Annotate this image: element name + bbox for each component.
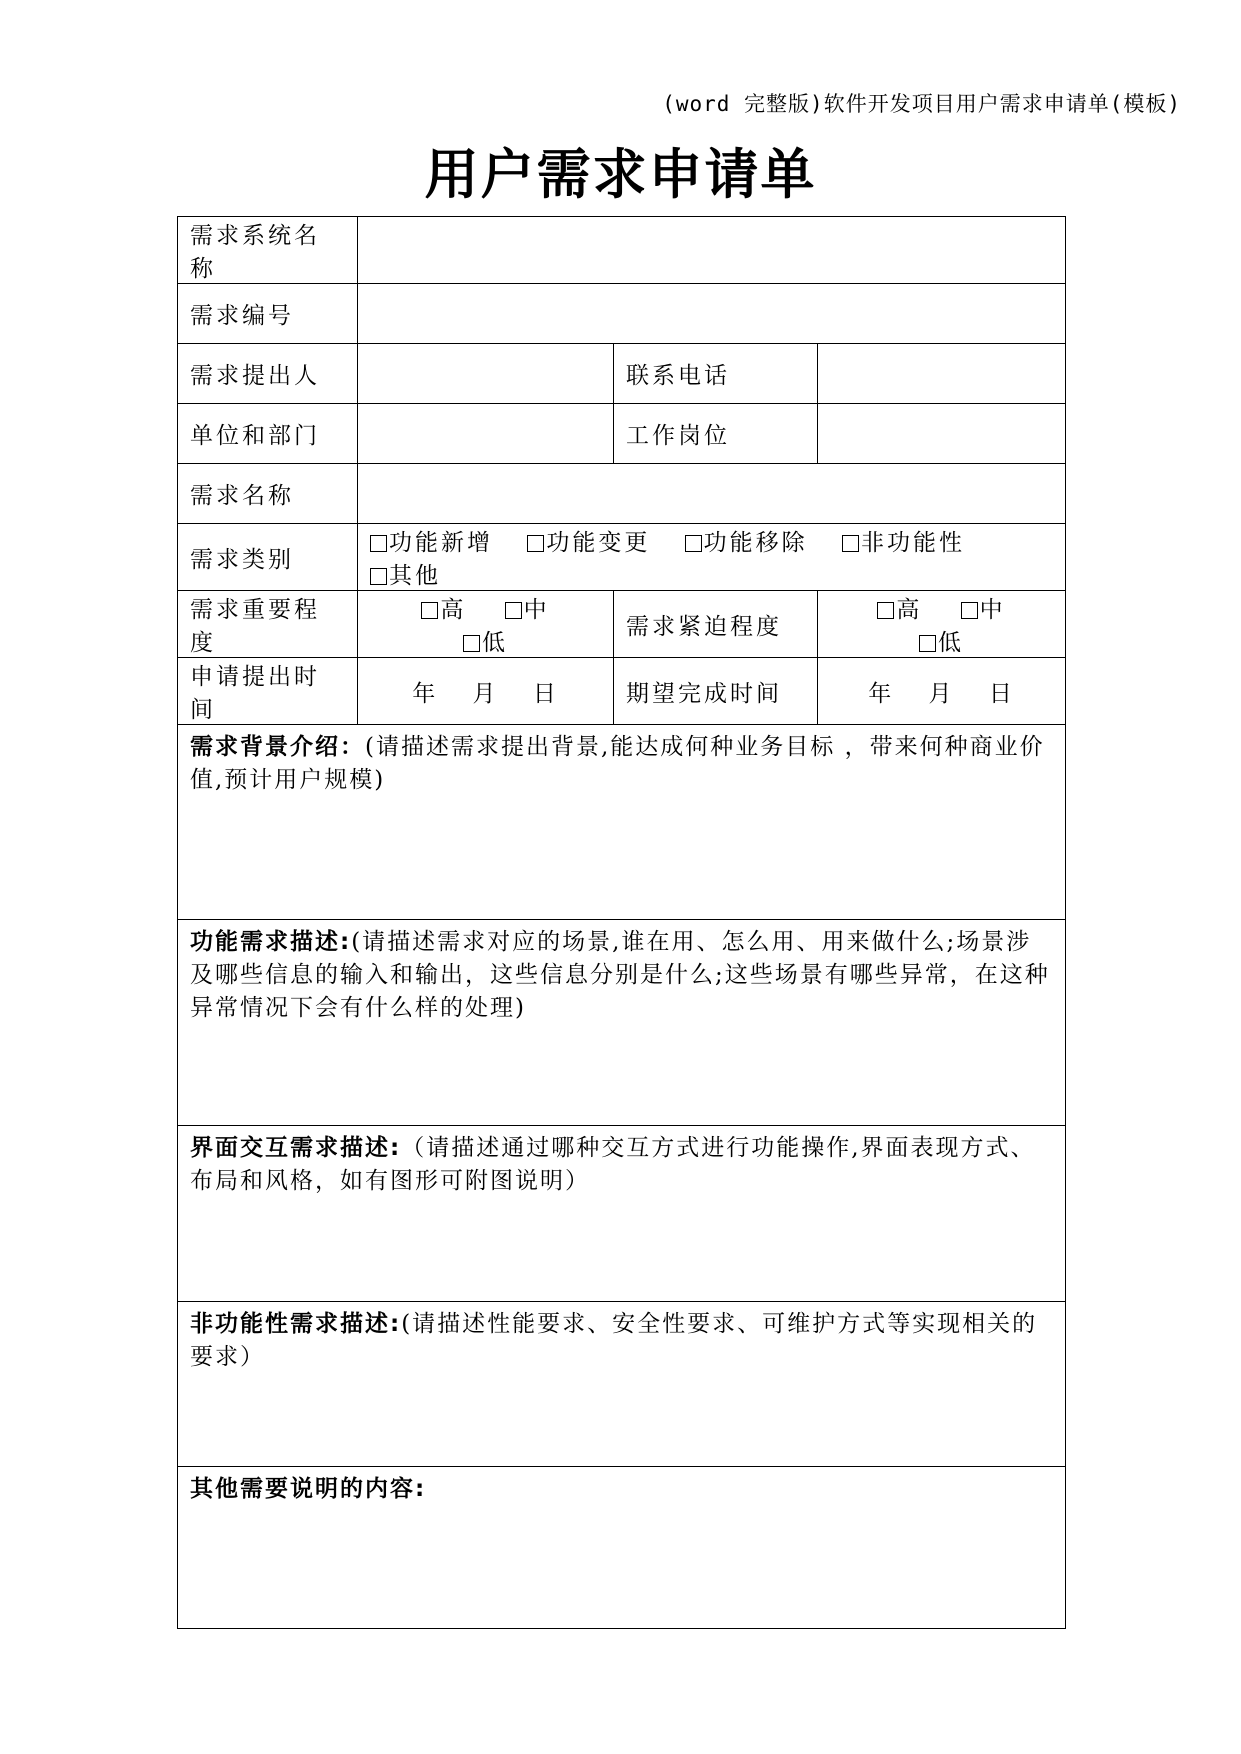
nonfunctional-title: 非功能性需求描述:	[190, 1311, 402, 1337]
date-year: 年	[868, 680, 895, 707]
date-month: 月	[928, 680, 955, 707]
other-block[interactable]	[178, 1467, 1066, 1629]
checkbox-icon[interactable]	[370, 568, 387, 585]
row-req-number	[178, 284, 1066, 344]
checkbox-icon[interactable]	[685, 535, 702, 552]
checkbox-icon[interactable]	[527, 535, 544, 552]
row-nonfunctional	[178, 1302, 1066, 1467]
department-value[interactable]	[358, 404, 614, 464]
background-title: 需求背景介绍：	[190, 734, 365, 760]
req-number-value[interactable]	[358, 284, 1066, 344]
category-option-label: 功能变更	[546, 530, 651, 556]
level-label: 低	[482, 630, 508, 656]
date-month: 月	[472, 680, 499, 707]
apply-time-label: 申请提出时间	[178, 658, 358, 725]
system-name-label: 需求系统名称	[178, 217, 358, 284]
expect-time-value[interactable]	[818, 658, 1066, 725]
importance-option-low[interactable]	[463, 624, 508, 657]
row-time	[178, 658, 1066, 725]
req-number-label: 需求编号	[178, 284, 358, 344]
date-day: 日	[988, 680, 1015, 707]
functional-desc: (请描述需求对应的场景,谁在用、怎么用、用来做什么;场景涉及哪些信息的输入和输出，这些信息分别是什么;这些场景有哪些异常，在这种异常情况下会有什么样的处理)	[190, 929, 1050, 1021]
row-system-name	[178, 217, 1066, 284]
interface-desc: （请描述通过哪种交互方式进行功能操作,界面表现方式、布局和风格，如有图形可附图说明）	[190, 1135, 1036, 1194]
row-interface	[178, 1126, 1066, 1302]
row-background	[178, 725, 1066, 920]
category-option-other[interactable]	[370, 557, 441, 590]
row-requester	[178, 344, 1066, 404]
category-option-label: 功能移除	[703, 530, 808, 556]
checkbox-icon[interactable]	[463, 635, 480, 652]
requester-value[interactable]	[358, 344, 614, 404]
category-option-remove[interactable]	[685, 524, 808, 557]
level-label: 高	[896, 597, 923, 623]
importance-option-high[interactable]	[421, 591, 466, 624]
request-form-table	[177, 216, 1066, 1629]
checkbox-icon[interactable]	[505, 602, 522, 619]
level-label: 高	[440, 597, 467, 623]
background-desc: (请描述需求提出背景,能达成何种业务目标 ，带来何种商业价值,预计用户规模)	[190, 734, 1045, 793]
interface-block[interactable]	[178, 1126, 1066, 1302]
category-label: 需求类别	[178, 524, 358, 591]
row-department	[178, 404, 1066, 464]
department-label: 单位和部门	[178, 404, 358, 464]
nonfunctional-block[interactable]	[178, 1302, 1066, 1467]
row-functional	[178, 920, 1066, 1126]
requester-label: 需求提出人	[178, 344, 358, 404]
phone-value[interactable]	[818, 344, 1066, 404]
category-option-label: 非功能性	[860, 530, 965, 556]
importance-options	[358, 591, 614, 658]
category-option-nonfunctional[interactable]	[842, 524, 965, 557]
importance-option-medium[interactable]	[505, 591, 550, 624]
level-label: 中	[979, 597, 1006, 623]
urgency-option-high[interactable]	[877, 591, 922, 624]
level-label: 中	[523, 597, 550, 623]
importance-label: 需求重要程度	[178, 591, 358, 658]
date-day: 日	[532, 680, 559, 707]
urgency-option-medium[interactable]	[961, 591, 1006, 624]
checkbox-icon[interactable]	[961, 602, 978, 619]
row-req-name	[178, 464, 1066, 524]
category-option-label: 其他	[389, 563, 441, 589]
category-option-change[interactable]	[527, 524, 650, 557]
system-name-value[interactable]	[358, 217, 1066, 284]
interface-title: 界面交互需求描述:	[190, 1135, 402, 1161]
date-year: 年	[412, 680, 439, 707]
expect-time-label: 期望完成时间	[614, 658, 818, 725]
phone-label: 联系电话	[614, 344, 818, 404]
functional-block[interactable]	[178, 920, 1066, 1126]
position-value[interactable]	[818, 404, 1066, 464]
checkbox-icon[interactable]	[919, 635, 936, 652]
checkbox-icon[interactable]	[877, 602, 894, 619]
row-category	[178, 524, 1066, 591]
checkbox-icon[interactable]	[421, 602, 438, 619]
category-option-label: 功能新增	[389, 530, 493, 556]
header-note: (word 完整版)软件开发项目用户需求申请单(模板)	[662, 92, 1181, 116]
functional-title: 功能需求描述:	[190, 929, 352, 955]
category-options	[358, 524, 1066, 591]
position-label: 工作岗位	[614, 404, 818, 464]
row-other	[178, 1467, 1066, 1629]
urgency-label: 需求紧迫程度	[614, 591, 818, 658]
row-importance	[178, 591, 1066, 658]
category-option-add[interactable]	[370, 524, 493, 557]
checkbox-icon[interactable]	[370, 535, 387, 552]
checkbox-icon[interactable]	[842, 535, 859, 552]
apply-time-value[interactable]	[358, 658, 614, 725]
req-name-value[interactable]	[358, 464, 1066, 524]
other-title: 其他需要说明的内容:	[190, 1476, 427, 1502]
level-label: 低	[938, 630, 964, 656]
page-title: 用户需求申请单	[424, 143, 817, 206]
urgency-option-low[interactable]	[919, 624, 964, 657]
urgency-options	[818, 591, 1066, 658]
nonfunctional-desc: (请描述性能要求、安全性要求、可维护方式等实现相关的要求）	[190, 1311, 1038, 1370]
background-block[interactable]	[178, 725, 1066, 920]
req-name-label: 需求名称	[178, 464, 358, 524]
